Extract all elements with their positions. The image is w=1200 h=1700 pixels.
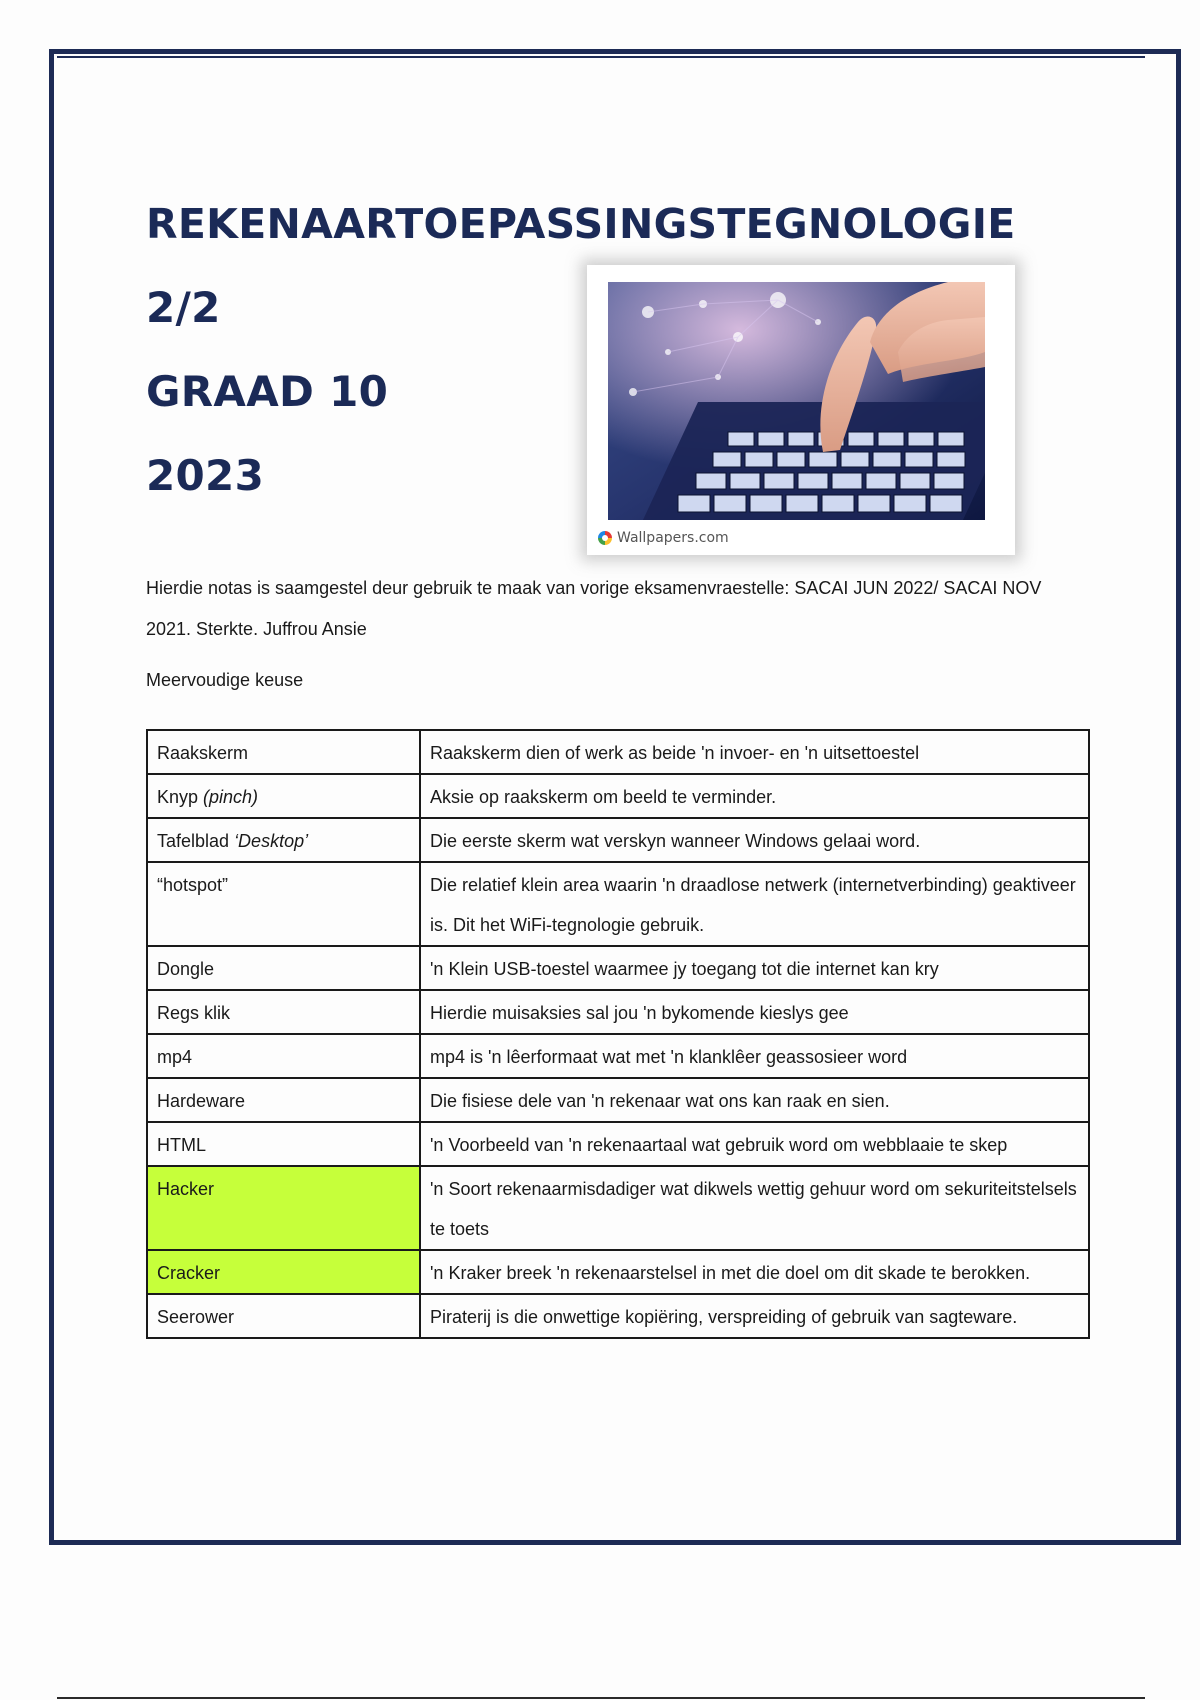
term-cell: Dongle	[147, 946, 420, 990]
definition-cell: 'n Kraker breek 'n rekenaarstelsel in met die doel om dit skade te berokken.	[420, 1250, 1089, 1294]
definition-cell: 'n Voorbeeld van 'n rekenaartaal wat gebruik word om webblaaie te skep	[420, 1122, 1089, 1166]
term-cell: “hotspot”	[147, 862, 420, 946]
table-row	[147, 1034, 1089, 1078]
bottom-rule	[57, 1697, 1145, 1699]
title-line-year: 2023	[146, 451, 265, 500]
definition-cell: mp4 is 'n lêerformaat wat met 'n klanklêer geassosieer word	[420, 1034, 1089, 1078]
title-line-subject: REKENAARTOEPASSINGSTEGNOLOGIE	[146, 200, 1016, 248]
table-row	[147, 862, 1089, 946]
title-line-paper: 2/2	[146, 283, 221, 332]
definition-cell: Die relatief klein area waarin 'n draadlose netwerk (internetverbinding) geaktiveer is. Dit het WiFi-tegnologie gebruik.	[420, 862, 1089, 946]
term-cell: Regs klik	[147, 990, 420, 1034]
term-cell: Raakskerm	[147, 730, 420, 774]
table-row	[147, 1250, 1089, 1294]
definition-cell: Raakskerm dien of werk as beide 'n invoer- en 'n uitsettoestel	[420, 730, 1089, 774]
table-row	[147, 818, 1089, 862]
definition-cell: 'n Soort rekenaarmisdadiger wat dikwels wettig gehuur word om sekuriteitstelsels te toets	[420, 1166, 1089, 1250]
definition-cell: Die eerste skerm wat verskyn wanneer Windows gelaai word.	[420, 818, 1089, 862]
definition-cell: Die fisiese dele van 'n rekenaar wat ons kan raak en sien.	[420, 1078, 1089, 1122]
table-row	[147, 1294, 1089, 1338]
term-cell: mp4	[147, 1034, 420, 1078]
table-row	[147, 946, 1089, 990]
term-cell: Seerower	[147, 1294, 420, 1338]
title-line-grade: GRAAD 10	[146, 367, 389, 416]
wallpapers-logo-icon	[598, 531, 612, 545]
table-row	[147, 774, 1089, 818]
term-cell-highlighted: Hacker	[147, 1166, 420, 1250]
term-cell: Tafelblad ‘Desktop’	[147, 818, 420, 862]
cover-image-card	[587, 265, 1015, 555]
definition-cell: Hierdie muisaksies sal jou 'n bykomende kieslys gee	[420, 990, 1089, 1034]
image-credit	[598, 529, 729, 547]
definition-cell: 'n Klein USB-toestel waarmee jy toegang tot die internet kan kry	[420, 946, 1089, 990]
table-row	[147, 1166, 1089, 1250]
terms-table	[146, 729, 1090, 1339]
term-cell-highlighted: Cracker	[147, 1250, 420, 1294]
definition-cell: Aksie op raakskerm om beeld te verminder.	[420, 774, 1089, 818]
intro-paragraph: Hierdie notas is saamgestel deur gebruik te maak van vorige eksamenvraestelle: SACAI JUN 2022/ SACAI NOV 2021. Sterkte. Juffrou Ansie	[146, 578, 1042, 639]
term-cell: Knyp (pinch)	[147, 774, 420, 818]
definition-cell: Piraterij is die onwettige kopiëring, verspreiding of gebruik van sagteware.	[420, 1294, 1089, 1338]
image-credit-text: Wallpapers.com	[617, 530, 729, 546]
table-row	[147, 730, 1089, 774]
table-row	[147, 1078, 1089, 1122]
table-row	[147, 990, 1089, 1034]
section-heading: Meervoudige keuse	[146, 670, 304, 690]
term-cell: Hardeware	[147, 1078, 420, 1122]
keyboard-photo	[608, 282, 985, 520]
top-rule	[57, 56, 1145, 58]
term-cell: HTML	[147, 1122, 420, 1166]
table-row	[147, 1122, 1089, 1166]
